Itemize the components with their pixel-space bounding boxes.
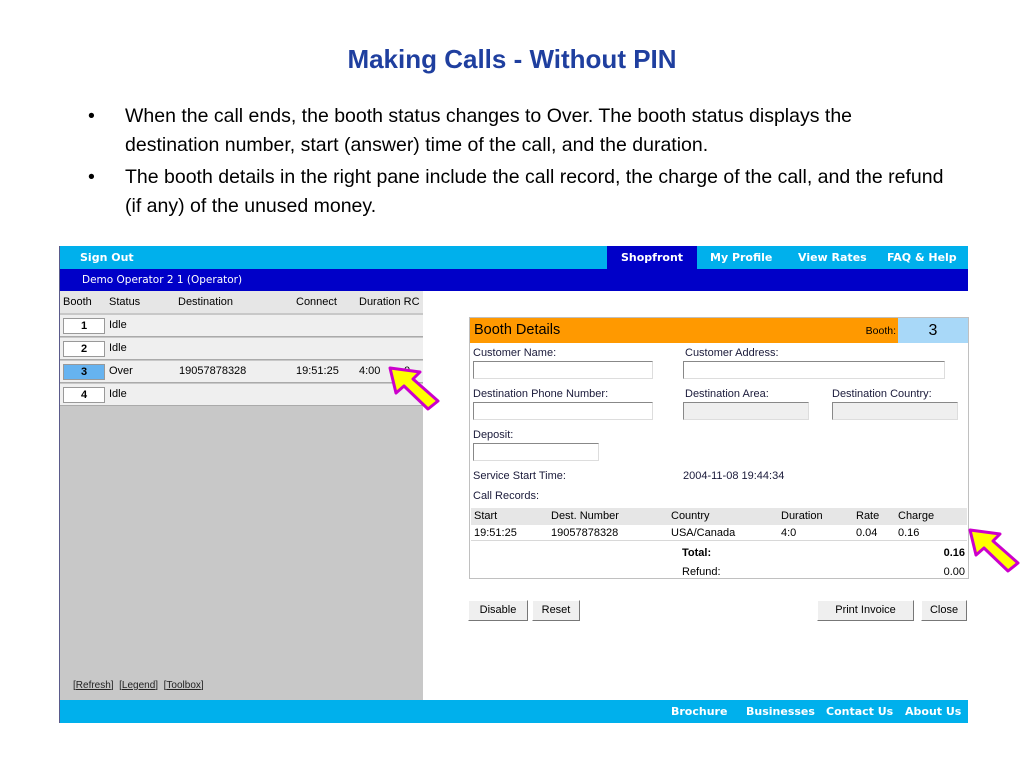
col-header-duration-rc: Duration RC	[359, 296, 420, 308]
total-value: 0.16	[943, 547, 965, 559]
booth-status: Idle	[109, 319, 127, 331]
call-records-label: Call Records:	[473, 490, 540, 502]
rec-col-dest: Dest. Number	[551, 510, 619, 522]
rec-dest: 19057878328	[551, 527, 619, 539]
booth-status: Over	[109, 365, 133, 377]
col-header-destination: Destination	[178, 296, 234, 308]
about-us-link[interactable]: About Us	[905, 705, 962, 718]
call-record-row	[471, 525, 967, 541]
refund-value: 0.00	[943, 566, 965, 578]
bullet-text: The booth details in the right pane include the call record, the charge of the call, and the refund (if any) of the unused money.	[125, 166, 944, 217]
booth-row[interactable]	[60, 384, 423, 406]
bullet-marker: •	[88, 166, 95, 188]
bullet-marker: •	[88, 105, 95, 127]
tab-shopfront[interactable]: Shopfront	[607, 246, 697, 269]
col-header-status: Status	[109, 296, 141, 308]
customer-address-field[interactable]	[683, 361, 945, 379]
slide-title: Making Calls - Without PIN	[347, 44, 677, 74]
refund-label: Refund:	[682, 566, 721, 578]
brochure-link[interactable]: Brochure	[671, 705, 728, 718]
pointer-arrow-icon	[966, 526, 1022, 574]
dest-area-field	[683, 402, 809, 420]
bullet-item	[88, 163, 948, 221]
total-label: Total:	[682, 547, 712, 559]
tab-faq-help[interactable]: FAQ & Help	[887, 251, 957, 264]
dest-phone-field[interactable]	[473, 402, 653, 420]
booth-destination: 19057878328	[179, 365, 247, 377]
dest-country-field	[832, 402, 958, 420]
service-start-label: Service Start Time:	[473, 470, 566, 482]
pane-links: [Refresh] [Legend] [Toolbox]	[73, 680, 204, 691]
rec-col-rate: Rate	[856, 510, 880, 522]
customer-address-label: Customer Address:	[685, 347, 779, 359]
details-title: Booth Details	[474, 322, 561, 338]
rec-col-start: Start	[474, 510, 498, 522]
booth-details-panel	[469, 317, 969, 579]
sign-out-link[interactable]: Sign Out	[80, 251, 134, 264]
customer-name-field[interactable]	[473, 361, 653, 379]
rec-charge: 0.16	[898, 527, 920, 539]
tab-view-rates[interactable]: View Rates	[798, 251, 867, 264]
booth-row-selected[interactable]	[60, 361, 423, 383]
rec-duration: 4:0	[781, 527, 797, 539]
legend-link[interactable]: Legend	[121, 680, 156, 691]
operator-label: Demo Operator 2 1 (Operator)	[82, 274, 243, 286]
bottom-nav-bar	[60, 700, 968, 723]
col-header-booth: Booth	[63, 296, 92, 308]
top-nav-bar	[60, 246, 968, 269]
service-start-value: 2004-11-08 19:44:34	[683, 470, 785, 482]
tab-my-profile[interactable]: My Profile	[710, 251, 773, 264]
bullet-list	[88, 102, 948, 224]
refresh-link[interactable]: Refresh	[75, 680, 111, 691]
rec-rate: 0.04	[856, 527, 878, 539]
close-button[interactable]: Close	[921, 600, 967, 621]
booth-number-display: 3	[898, 318, 968, 343]
deposit-label: Deposit:	[473, 429, 514, 441]
booth-details-pane	[423, 291, 968, 700]
booth-table-header	[60, 291, 423, 313]
booth-number-button[interactable]: 4	[63, 387, 105, 403]
booth-number-button[interactable]: 2	[63, 341, 105, 357]
deposit-field[interactable]	[473, 443, 599, 461]
pointer-arrow-icon	[386, 364, 442, 412]
bullet-item	[88, 102, 948, 160]
dest-area-label: Destination Area:	[685, 388, 769, 400]
dest-phone-label: Destination Phone Number:	[473, 388, 609, 400]
details-header	[470, 318, 898, 343]
booth-row[interactable]	[60, 315, 423, 337]
booth-status: Idle	[109, 388, 127, 400]
disable-button[interactable]: Disable	[468, 600, 528, 621]
dest-country-label: Destination Country:	[832, 388, 932, 400]
booth-status: Idle	[109, 342, 127, 354]
contact-us-link[interactable]: Contact Us	[826, 705, 894, 718]
rec-country: USA/Canada	[671, 527, 736, 539]
reset-button[interactable]: Reset	[532, 600, 580, 621]
customer-name-label: Customer Name:	[473, 347, 557, 359]
booth-connect-time: 19:51:25	[296, 365, 339, 377]
booth-duration: 4:00	[359, 365, 381, 377]
toolbox-link[interactable]: Toolbox	[166, 680, 201, 691]
booth-list-pane	[60, 291, 423, 700]
call-records-header	[471, 508, 967, 525]
app-window	[60, 246, 968, 723]
rec-col-duration: Duration	[781, 510, 823, 522]
bullet-text: When the call ends, the booth status changes to Over. The booth status displays the destination number, start (answer) time of the call, and the duration.	[125, 105, 853, 156]
rec-col-country: Country	[671, 510, 710, 522]
operator-bar	[60, 269, 968, 291]
booth-number-button[interactable]: 1	[63, 318, 105, 334]
rec-start: 19:51:25	[474, 527, 517, 539]
print-invoice-button[interactable]: Print Invoice	[817, 600, 914, 621]
booth-label: Booth:	[865, 325, 896, 337]
businesses-link[interactable]: Businesses	[746, 705, 815, 718]
rec-col-charge: Charge	[898, 510, 935, 522]
booth-row[interactable]	[60, 338, 423, 360]
booth-number-button[interactable]: 3	[63, 364, 105, 380]
col-header-connect: Connect	[296, 296, 337, 308]
